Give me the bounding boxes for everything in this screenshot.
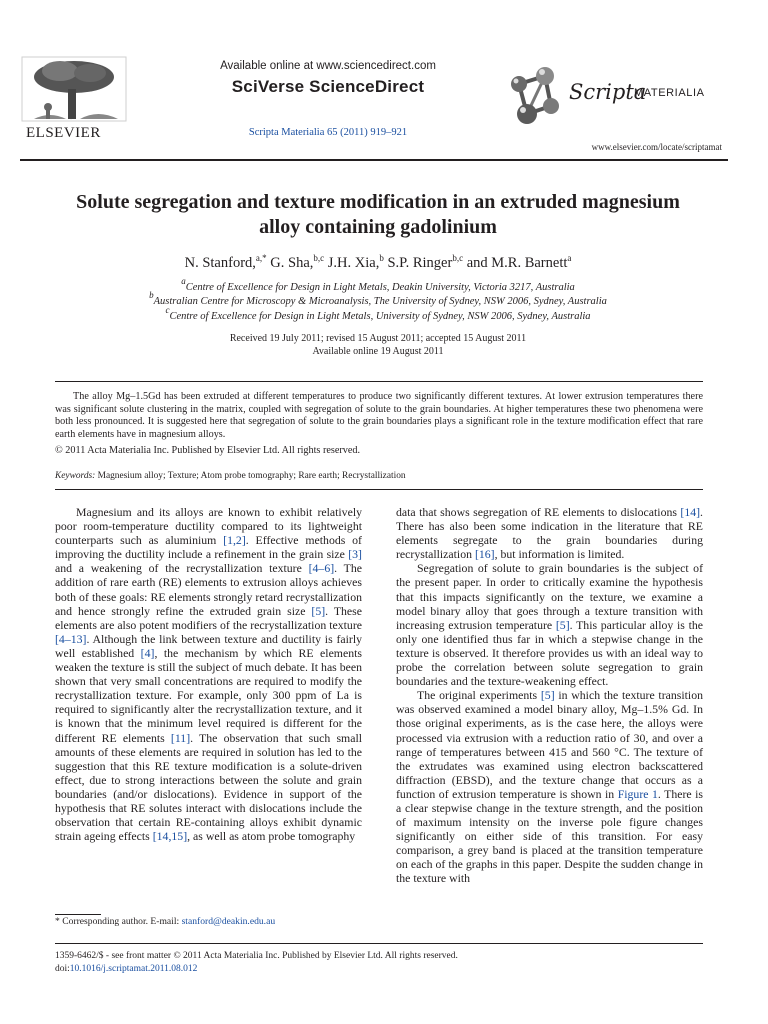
citation-link[interactable]: [14] [680, 505, 701, 519]
affiliation-text: Centre of Excellence for Design in Light Metals, Deakin University, Victoria 3217, Australia [185, 282, 575, 293]
body-column-left [55, 505, 362, 843]
available-online-date: Available online 19 August 2011 [312, 346, 444, 357]
keywords-list: Magnesium alloy; Texture; Atom probe tomography; Rare earth; Recrystallization [97, 471, 406, 481]
keywords [55, 471, 703, 481]
doi-link[interactable]: 10.1016/j.scriptamat.2011.08.012 [69, 964, 198, 974]
front-matter-notice: 1359-6462/$ - see front matter © 2011 Acta Materialia Inc. Published by Elsevier Ltd. All rights reserved. [55, 951, 458, 961]
citation-link[interactable]: [5] [555, 617, 570, 632]
citation-link[interactable]: [5] [540, 688, 555, 703]
elsevier-tree-icon [20, 55, 130, 123]
author-name: S.P. Ringer [387, 255, 453, 271]
author-list [60, 255, 696, 272]
corresponding-author-footnote [55, 916, 362, 927]
citation-link[interactable]: [1,2] [223, 533, 246, 548]
author-affiliation-mark: b,c [313, 253, 325, 263]
abstract-divider [55, 381, 703, 382]
author-name: G. Sha, [270, 255, 314, 271]
author-affiliation-mark: a [567, 253, 572, 263]
footer-divider [55, 943, 703, 944]
citation-link[interactable]: [5] [311, 603, 326, 618]
affiliation-text: Centre of Excellence for Design in Light Metals, University of Sydney, NSW 2006, Sydney, Australia [169, 310, 591, 322]
author-email-link[interactable]: stanford@deakin.edu.au [181, 916, 276, 927]
page-footer [55, 950, 703, 976]
body-paragraph: The original experiments [5] in which the texture transition was observed examined a model binary alloy, Mg–1.5% Gd. In those original experiments, as is the case here, the alloys were processed via extrusion with a reduction ratio of 30, and over a range of temperatures between 415 and 560 °C. The texture of the extrudates was examined using electron backscattered diffraction (EBSD), and the texture change that occurs as a function of extrusion temperature is shown in Figure 1. There is a clear stepwise change in the texture strength, and the position of maximum intensity on the inverse pole figure changes significantly on either side of this transition. For easy comparison, a grey band is placed at the transition temperature on each of the graphs in this paper. Despite the sudden change in the texture with [396, 688, 703, 886]
sciverse-brand: SciVerse ScienceDirect [231, 77, 425, 96]
affiliation-list [40, 276, 716, 324]
author-name: J.H. Xia, [327, 255, 380, 271]
article-dates [60, 332, 696, 358]
affiliation [40, 304, 716, 324]
keywords-label: Keywords: [55, 471, 96, 481]
body-paragraph: data that shows segregation of RE elements to dislocations [14]. There has also been some indication in the literature that RE elements segregate to the grain boundaries during recrystallization [16], but information is limited. [396, 505, 703, 562]
citation-link[interactable]: [3] [348, 547, 362, 562]
publisher-name: ELSEVIER [26, 125, 101, 141]
author-affiliation-mark: b,c [452, 253, 464, 263]
footnote-divider [55, 914, 101, 915]
affiliation [40, 276, 716, 295]
affiliation-text: Australian Centre for Microscopy & Microanalysis, The University of Sydney, NSW 2006, Sydney, Australia [153, 296, 607, 308]
footnote-text: Corresponding author. E-mail: [62, 916, 182, 927]
keywords-divider [55, 489, 703, 490]
affiliation-mark: b [149, 290, 154, 301]
citation-link[interactable]: [14,15] [152, 829, 188, 844]
article-title: Solute segregation and texture modification in an extruded magnesium alloy containing gadolinium [76, 191, 680, 238]
header-divider [20, 159, 728, 161]
affiliation [40, 290, 716, 309]
author-affiliation-mark: b [379, 253, 384, 263]
journal-logo-name: Scripta [569, 80, 647, 104]
citation-link[interactable]: [4] [140, 645, 155, 660]
journal-logo-sub: MATERIALIA [634, 87, 705, 99]
journal-url[interactable]: www.elsevier.com/locate/scriptamat [591, 142, 722, 152]
body-column-right [396, 505, 703, 886]
citation-link[interactable]: Figure 1 [617, 786, 658, 801]
copyright-notice: © 2011 Acta Materialia Inc. Published by Elsevier Ltd. All rights reserved. [55, 445, 360, 456]
journal-logo [505, 62, 715, 132]
molecule-icon [505, 62, 569, 132]
affiliation-mark: c [165, 304, 170, 315]
affiliation-mark: a [181, 276, 186, 286]
doi-label: doi: [55, 964, 70, 974]
citation-link[interactable]: [16] [474, 547, 495, 562]
available-online-text: Available online at www.sciencedirect.com [220, 60, 436, 72]
footnote-mark: * [55, 916, 60, 927]
author-affiliation-mark: a,* [255, 253, 267, 263]
author-name: N. Stanford, [184, 255, 256, 271]
citation-link[interactable]: [4–13] [55, 631, 87, 646]
citation-link[interactable]: [11] [170, 730, 191, 745]
abstract-text: The alloy Mg–1.5Gd has been extruded at different temperatures to produce two significantly different textures. At lower extrusion temperatures there was significant solute clustering in the matrix, coupled with segregation of solute to the grain boundaries. At higher temperatures these two phenomena were both less pronounced. It is suggested here that segregation of solute to the grain boundaries plays a significant role in the texture modification effect that rare earth elements have in magnesium alloys. [55, 391, 703, 440]
body-paragraph: Segregation of solute to grain boundaries is the subject of the present paper. In order to critically examine the hypothesis that this impacts significantly on the texture, we examine a model binary alloy that goes through a texture transition with increasing extrusion temperature [5]. This particular alloy is the only one identified thus far in which a stepwise change in the texture is observed. It therefore provides us with an ideal way to probe the correlation between solute segregation to grain boundaries and the texture-weakening effect. [396, 561, 703, 689]
journal-reference-link[interactable]: Scripta Materialia 65 (2011) 919–921 [248, 127, 408, 138]
elsevier-logo [20, 55, 130, 145]
author-name: and M.R. Barnett [466, 255, 568, 271]
citation-link[interactable]: [4–6] [308, 561, 335, 576]
received-dates: Received 19 July 2011; revised 15 August 2011; accepted 15 August 2011 [229, 333, 527, 344]
body-paragraph: Magnesium and its alloys are known to exhibit relatively poor room-temperature ductility compared to its lightweight counterparts such as aluminium [1,2]. Effective methods of improving the ductility include a refinement in the grain size [3] and a weakening of the recrystallization texture [4–6]. The addition of rare earth (RE) elements to extrusion alloys achieves both of these goals: RE elements strongly retard recrystallization and hence strongly refine the extruded grain size [5]. These elements are also potent modifiers of the recrystallization texture [4–13]. Although the link between texture and ductility is fairly well established [4], the mechanism by which RE elements weaken the texture is still the subject of much debate. It has been shown that very small concentrations are required to modify the recrystallization texture. For example, only 300 ppm of La is required to significantly alter the recrystallization texture, and it is known that the minimum level required is different for the different RE elements [11]. The observation that such small amounts of these elements are required in solution has led to the suggestion that this RE texture modification is a solute-driven effect, due to strong interactions between the solute and grain boundaries (and/or dislocations). Evidence in support of the hypothesis that RE solutes interact with dislocations include the observation that certain RE-containing alloys exhibit dynamic strain ageing effects [14,15], as well as atom probe tomography [55, 505, 362, 844]
